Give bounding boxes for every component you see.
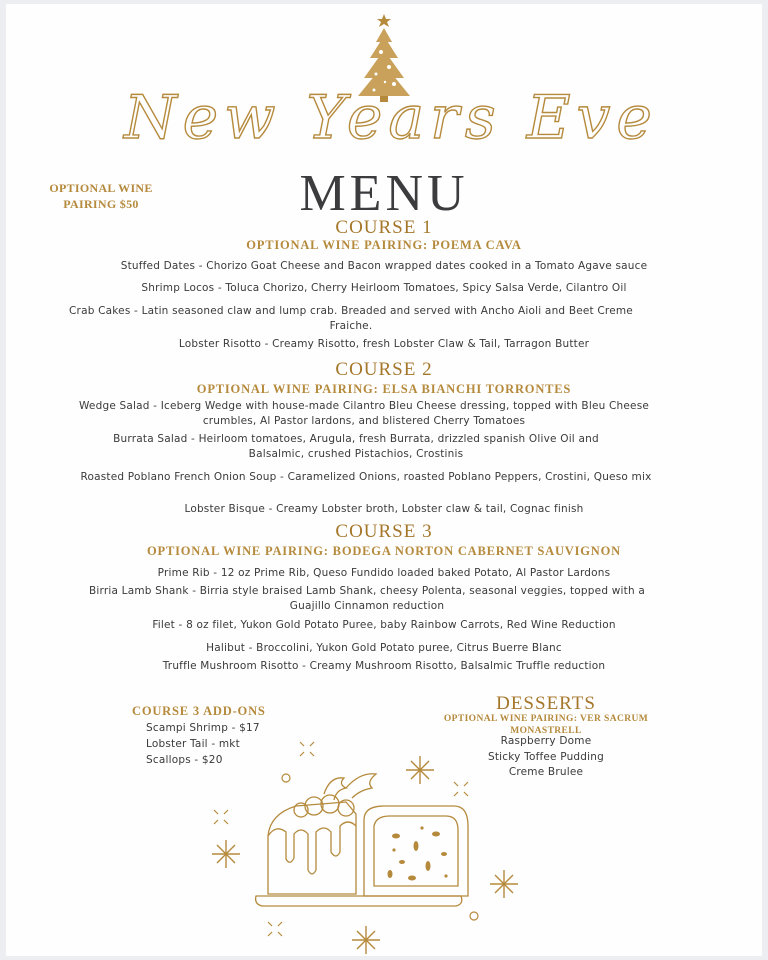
sparkle-icon (212, 840, 240, 868)
course-1-item: Lobster Risotto - Creamy Risotto, fresh Lobster Claw & Tail, Tarragon Butter (178, 338, 590, 350)
course-2-item: Lobster Bisque - Creamy Lobster broth, Lobster claw & tail, Cognac finish (184, 503, 584, 515)
dot-ornament (280, 772, 292, 784)
optional-wine-pairing-price: OPTIONAL WINE PAIRING $50 (49, 181, 153, 211)
course-2-pairing: OPTIONAL WINE PAIRING: ELSA BIANCHI TORRONTES (196, 382, 572, 396)
course-3-item: Prime Rib - 12 oz Prime Rib, Queso Fundido loaded baked Potato, Al Pastor Lardons (157, 567, 611, 579)
course-3-item: Halibut - Broccolini, Yukon Gold Potato puree, Citrus Buerre Blanc (206, 642, 562, 654)
sparkle-icon (490, 870, 518, 898)
course-1-pairing: OPTIONAL WINE PAIRING: POEMA CAVA (246, 238, 522, 252)
desserts-pairing: OPTIONAL WINE PAIRING: VER SACRUM MONASTRELL (443, 714, 649, 736)
sparkle-icon (406, 756, 434, 784)
course-3-item: Filet - 8 oz filet, Yukon Gold Potato Puree, baby Rainbow Carrots, Red Wine Reduction (152, 619, 616, 631)
addon-item: Scallops - $20 (146, 754, 223, 766)
addons-title: COURSE 3 ADD-ONS (132, 704, 266, 718)
dessert-item: Creme Brulee (508, 766, 584, 778)
course-2-item: Burrata Salad - Heirloom tomatoes, Arugula, fresh Burrata, drizzled spanish Olive Oil and Balsalmic, crushed Pistachios, Crostinis (113, 433, 599, 460)
small-sparkle-icon (452, 780, 470, 798)
dessert-item: Raspberry Dome (500, 735, 592, 747)
course-3-title: COURSE 3 (335, 521, 433, 542)
menu-page (6, 4, 762, 956)
course-2-item: Roasted Poblano French Onion Soup - Caramelized Onions, roasted Poblano Peppers, Crostini, Queso mix (80, 471, 652, 483)
course-1-item: Crab Cakes - Latin seasoned claw and lump crab. Breaded and served with Ancho Aioli and Beet Creme Fraiche. (69, 305, 633, 332)
script-title-text: New Years Eve (124, 83, 658, 153)
dot-ornament (468, 910, 480, 922)
course-3-pairing: OPTIONAL WINE PAIRING: BODEGA NORTON CABERNET SAUVIGNON (147, 544, 621, 558)
course-1-item: Shrimp Locos - Toluca Chorizo, Cherry Heirloom Tomatoes, Spicy Salsa Verde, Cilantro Oil (141, 282, 627, 294)
new-years-eve-script-title (106, 76, 676, 176)
course-2-title: COURSE 2 (335, 359, 433, 380)
course-3-item: Birria Lamb Shank - Birria style braised Lamb Shank, cheesy Polenta, seasonal veggies, topped with a Guajillo Cinnamon reduction (89, 585, 645, 612)
small-sparkle-icon (298, 740, 316, 758)
addon-item: Scampi Shrimp - $17 (146, 722, 260, 734)
course-1-item: Stuffed Dates - Chorizo Goat Cheese and Bacon wrapped dates cooked in a Tomato Agave sauce (120, 260, 648, 272)
addon-item: Lobster Tail - mkt (146, 738, 240, 750)
sparkle-icon (352, 926, 380, 954)
dessert-item: Sticky Toffee Pudding (487, 751, 604, 763)
small-sparkle-icon (212, 808, 230, 826)
menu-title: MENU (299, 165, 469, 222)
course-3-item: Truffle Mushroom Risotto - Creamy Mushroom Risotto, Balsalmic Truffle reduction (162, 660, 606, 672)
desserts-title: DESSERTS (496, 693, 596, 714)
small-sparkle-icon (266, 920, 284, 938)
course-2-item: Wedge Salad - Iceberg Wedge with house-made Cilantro Bleu Cheese dressing, topped with Bleu Cheese crumbles, Al Pastor lardons, and blistered Cherry Tomatoes (78, 400, 650, 427)
course-1-title: COURSE 1 (335, 217, 433, 238)
